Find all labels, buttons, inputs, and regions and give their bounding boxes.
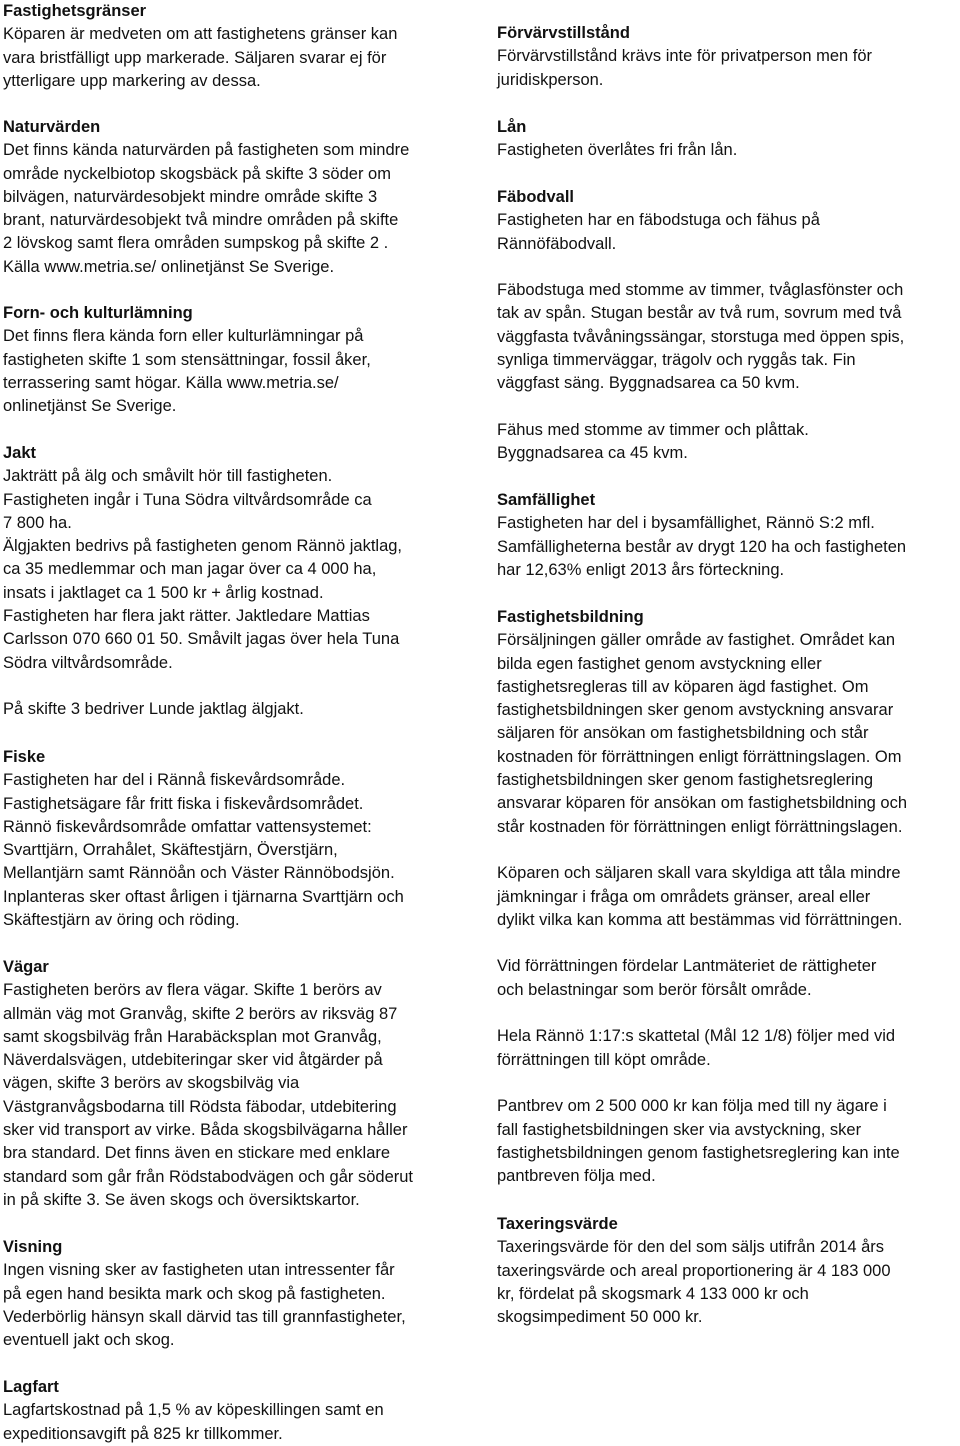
text-line: Inplanteras sker oftast årligen i tjärnarna Svarttjärn och bbox=[3, 887, 404, 906]
text-line: Köparen är medveten om att fastighetens gränser kan bbox=[3, 25, 398, 44]
text-line: står kostnaden för förrättningen enligt förrättningslagen. bbox=[497, 817, 903, 836]
text-line: terrassering samt högar. Källa www.metria.se/ bbox=[3, 373, 339, 392]
text-line: förrättningen till köpt område. bbox=[497, 1050, 711, 1069]
text-line: 2 lövskog samt flera områden sumpskog på skifte 2 . bbox=[3, 234, 389, 253]
text-line: Pantbrev om 2 500 000 kr kan följa med till ny ägare i bbox=[497, 1097, 887, 1116]
text-line: väggfast säng. Byggnadsarea ca 50 kvm. bbox=[497, 374, 800, 393]
text-line bbox=[497, 1002, 907, 1025]
text-line: ansvarar köparen för ansökan om fastighetsbildning och bbox=[497, 794, 907, 813]
section-heading: Taxeringsvärde bbox=[497, 1215, 618, 1233]
text-line: bra standard. Det finns även en stickare med enklare bbox=[3, 1144, 391, 1163]
text-line: kr, fördelat på skogsmark 4 133 000 kr och bbox=[497, 1284, 809, 1303]
text-line: Fastigheten har del i bysamfällighet, Rännö S:2 mfl. bbox=[497, 514, 875, 533]
text-line bbox=[497, 396, 904, 419]
text-line: allmän väg mot Granvåg, skifte 2 berörs av riksväg 87 bbox=[3, 1004, 398, 1023]
text-line: samt skogsbilväg från Harabäcksplan mot Granvåg, bbox=[3, 1027, 382, 1046]
section-taxeringsvarde bbox=[497, 1213, 891, 1329]
text-line: Taxeringsvärde för den del som säljs utifrån 2014 års bbox=[497, 1238, 885, 1257]
text-line: Södra viltvårdsområde. bbox=[3, 653, 173, 672]
text-line: taxeringsvärde och areal proportionering är 4 183 000 bbox=[497, 1261, 891, 1280]
text-line: Skäftestjärn av öring och röding. bbox=[3, 911, 240, 930]
text-line: fastighetsbildningen sker genom avstyckning ansvarar bbox=[497, 701, 894, 720]
text-line: Fastighetsägare får fritt fiska i fiskevårdsområdet. bbox=[3, 794, 364, 813]
text-line: pantbreven följa med. bbox=[497, 1167, 656, 1186]
text-line: Fastigheten har en fäbodstuga och fähus på bbox=[497, 211, 820, 230]
text-line: synliga timmerväggar, trägolv och ryggås tak. Fin bbox=[497, 351, 856, 370]
text-line: onlinetjänst Se Sverige. bbox=[3, 397, 177, 416]
section-heading: Visning bbox=[3, 1238, 63, 1256]
section-samfallighet bbox=[497, 489, 906, 582]
text-line: Svarttjärn, Orrahålet, Skäftestjärn, Överstjärn, bbox=[3, 841, 338, 860]
text-line: standard som går från Rödstabodvägen och går söderut bbox=[3, 1167, 414, 1186]
text-line: Fastigheten ingår i Tuna Södra viltvårdsområde ca bbox=[3, 490, 372, 509]
text-line: fastigheten skifte 1 som stensättningar, fossil åker, bbox=[3, 350, 371, 369]
section-naturvarden bbox=[3, 116, 409, 279]
text-line bbox=[497, 1072, 907, 1095]
text-line: Näverdalsvägen, utdebiteringar sker vid åtgärder på bbox=[3, 1051, 383, 1070]
section-lan bbox=[497, 116, 737, 163]
text-line: ca 35 medlemmar och man jagar över ca 4 000 ha, bbox=[3, 560, 377, 579]
text-line: vara bristfälligt upp markerade. Säljaren svarar ej för bbox=[3, 48, 387, 67]
text-line: och belastningar som berör försålt område. bbox=[497, 980, 812, 999]
text-line: sker vid transport av virke. Båda skogsbilvägarna håller bbox=[3, 1121, 408, 1140]
text-line: på egen hand besikta mark och skog på fastigheten. bbox=[3, 1284, 386, 1303]
text-line: Hela Rännö 1:17:s skattetal (Mål 12 1/8) följer med vid bbox=[497, 1027, 896, 1046]
text-line: fall fastighetsbildningen sker via avstyckning, sker bbox=[497, 1120, 862, 1139]
text-line: tak av spån. Stugan består av två rum, sovrum med två bbox=[497, 304, 902, 323]
section-heading: Lagfart bbox=[3, 1378, 59, 1396]
text-line: Fastigheten berörs av flera vägar. Skifte 1 berörs av bbox=[3, 981, 382, 1000]
text-line: bilda egen fastighet genom avstyckning eller bbox=[497, 654, 822, 673]
text-line: kostnaden för förrättningen enligt förrättningslagen. Om bbox=[497, 747, 902, 766]
text-line: 7 800 ha. bbox=[3, 513, 72, 532]
section-forn-och-kulturlamning bbox=[3, 302, 371, 418]
text-line: bilvägen, naturvärdesobjekt mindre område skifte 3 bbox=[3, 187, 378, 206]
text-line: Fastigheten har flera jakt rätter. Jaktledare Mattias bbox=[3, 607, 370, 626]
section-jakt bbox=[3, 442, 402, 722]
text-line: På skifte 3 bedriver Lunde jaktlag älgjakt. bbox=[3, 700, 304, 719]
text-line: Det finns kända naturvärden på fastigheten som mindre bbox=[3, 141, 410, 160]
text-line: har 12,63% enligt 2013 års förteckning. bbox=[497, 560, 785, 579]
text-line: fastighetsbildningen genom fastighetsreglering kan inte bbox=[497, 1143, 900, 1162]
section-heading: Fiske bbox=[3, 748, 46, 766]
text-line bbox=[3, 675, 402, 698]
section-heading: Forn- och kulturlämning bbox=[3, 304, 193, 322]
text-line: Rännöfäbodvall. bbox=[497, 234, 617, 253]
section-heading: Jakt bbox=[3, 444, 37, 462]
text-line: ytterligare upp markering av dessa. bbox=[3, 71, 261, 90]
text-line: område nyckelbiotop skogsbäck på skifte 3 söder om bbox=[3, 164, 391, 183]
text-line: Köparen och säljaren skall vara skyldiga att tåla mindre bbox=[497, 864, 901, 883]
section-heading: Naturvärden bbox=[3, 118, 101, 136]
section-heading: Fäbodvall bbox=[497, 188, 575, 206]
text-line: Älgjakten bedrivs på fastigheten genom Rännö jaktlag, bbox=[3, 537, 403, 556]
text-line: Byggnadsarea ca 45 kvm. bbox=[497, 444, 688, 463]
text-line: Carlsson 070 660 01 50. Småvilt jagas över hela Tuna bbox=[3, 630, 400, 649]
text-line: expeditionsavgift på 825 kr tillkommer. bbox=[3, 1424, 283, 1443]
text-line: Lagfartskostnad på 1,5 % av köpeskillingen samt en bbox=[3, 1401, 384, 1420]
section-fabodvall bbox=[497, 186, 904, 466]
text-line: jämkningar i fråga om områdets gränser, areal eller bbox=[497, 887, 871, 906]
section-forvarvstillstand bbox=[497, 22, 872, 92]
section-heading: Vägar bbox=[3, 958, 49, 976]
text-line: Ingen visning sker av fastigheten utan intressenter får bbox=[3, 1261, 395, 1280]
text-line: Källa www.metria.se/ onlinetjänst Se Sverige. bbox=[3, 257, 335, 276]
text-line: Samfälligheterna består av drygt 120 ha och fastigheten bbox=[497, 537, 907, 556]
text-line: Försäljningen gäller område av fastighet. Området kan bbox=[497, 631, 896, 650]
text-line: Rännö fiskevårdsområde omfattar vattensystemet: bbox=[3, 817, 372, 836]
section-heading: Förvärvstillstånd bbox=[497, 24, 630, 42]
text-line: juridiskperson. bbox=[497, 70, 604, 89]
section-heading: Fastighetsbildning bbox=[497, 608, 644, 626]
text-line: skogsimpediment 50 000 kr. bbox=[497, 1308, 703, 1327]
text-line: Västgranvågsbodarna till Rödsta fäbodar, utdebitering bbox=[3, 1097, 397, 1116]
section-vagar bbox=[3, 956, 413, 1212]
text-line: eventuell jakt och skog. bbox=[3, 1331, 175, 1350]
text-line: Vid förrättningen fördelar Lantmäteriet de rättigheter bbox=[497, 957, 877, 976]
text-line: in på skifte 3. Se även skogs och översiktskartor. bbox=[3, 1190, 360, 1209]
text-line: Det finns flera kända forn eller kulturlämningar på bbox=[3, 327, 364, 346]
text-line: säljaren för ansökan om fastighetsbildning och står bbox=[497, 724, 869, 743]
text-line: Fastigheten har del i Rännå fiskevårdsområde. bbox=[3, 771, 346, 790]
section-lagfart bbox=[3, 1376, 384, 1446]
text-line: Jakträtt på älg och småvilt hör till fastigheten. bbox=[3, 467, 333, 486]
text-line: brant, naturvärdesobjekt två mindre områden på skifte bbox=[3, 211, 399, 230]
text-line: väggfasta tvåvåningssängar, storstuga med öppen spis, bbox=[497, 327, 905, 346]
text-line bbox=[497, 839, 907, 862]
text-line: fastighetsregleras till av köparen ägd fastighet. Om bbox=[497, 677, 869, 696]
section-heading: Fastighetsgränser bbox=[3, 2, 147, 20]
text-line: Förvärvstillstånd krävs inte för privatperson men för bbox=[497, 47, 873, 66]
text-line: Vederbörlig hänsyn skall därvid tas till grannfastigheter, bbox=[3, 1307, 406, 1326]
text-line: Fähus med stomme av timmer och plåttak. bbox=[497, 420, 809, 439]
text-line: insats i jaktlaget ca 1 500 kr + årlig kostnad. bbox=[3, 583, 324, 602]
section-fastighetsbildning bbox=[497, 606, 907, 1188]
text-line: Fastigheten överlåtes fri från lån. bbox=[497, 141, 738, 160]
text-line: dylikt vilka kan komma att bestämmas vid förrättningen. bbox=[497, 910, 903, 929]
text-line: fastighetsbildningen sker genom fastighetsreglering bbox=[497, 771, 874, 790]
text-line: Fäbodstuga med stomme av timmer, tvåglasfönster och bbox=[497, 281, 904, 300]
section-heading: Samfällighet bbox=[497, 491, 596, 509]
section-fastighetsgranser bbox=[3, 0, 397, 93]
section-fiske bbox=[3, 746, 404, 932]
text-line: Mellantjärn samt Rännöån och Väster Rännöbodsjön. bbox=[3, 864, 395, 883]
text-line bbox=[497, 932, 907, 955]
text-line bbox=[497, 256, 904, 279]
section-heading: Lån bbox=[497, 118, 527, 136]
section-visning bbox=[3, 1236, 406, 1352]
text-line: vägen, skifte 3 berörs av skogsbilväg via bbox=[3, 1074, 300, 1093]
